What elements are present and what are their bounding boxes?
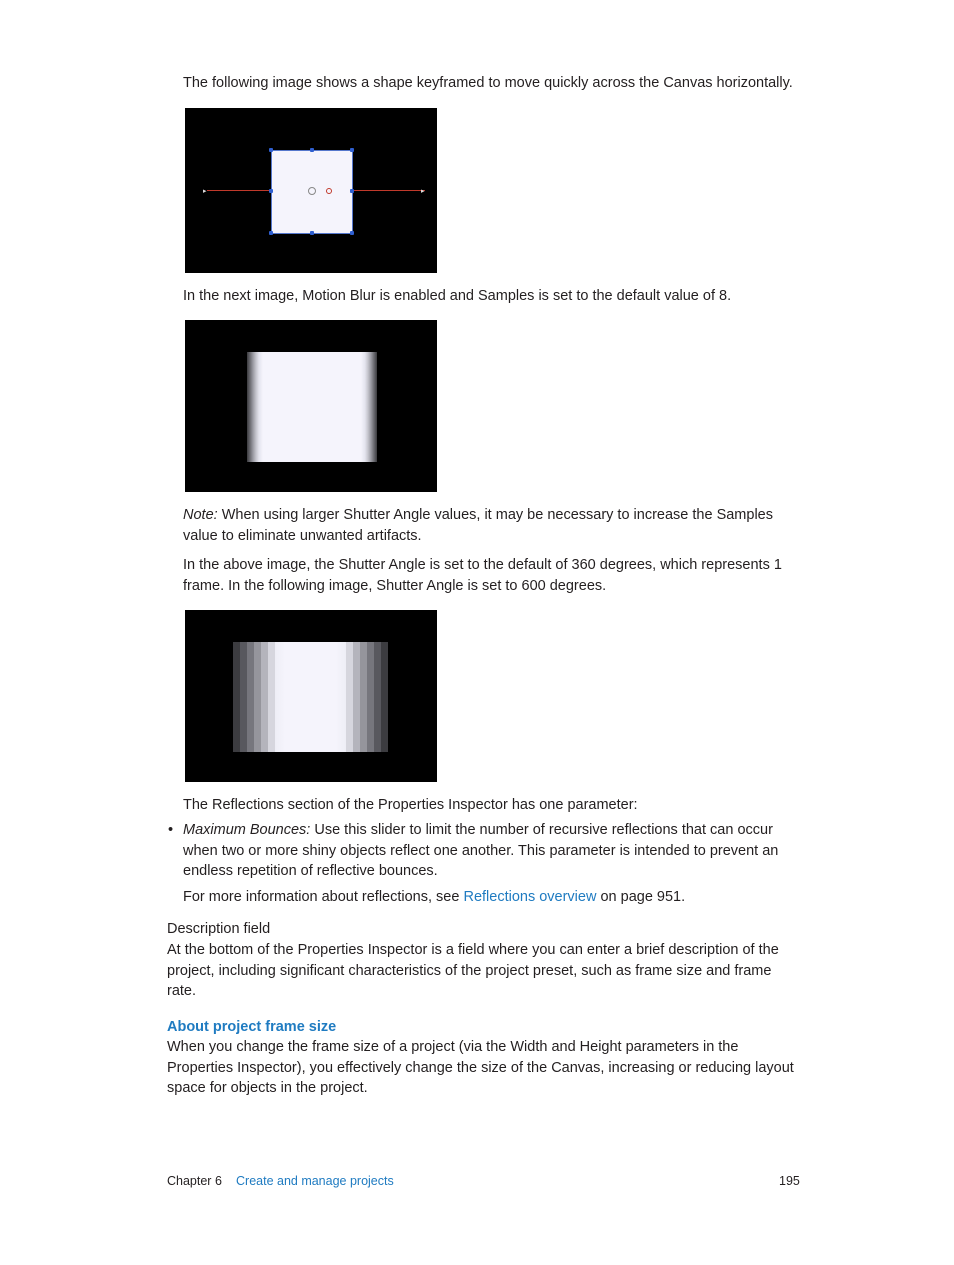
motion-blur-8-samples-figure — [185, 320, 437, 492]
bbox-handle-icon — [269, 231, 273, 235]
shutter-angle-paragraph: In the above image, the Shutter Angle is set to the default of 360 degrees, which represents 1 frame. In the following image, Shutter Angle is set to 600 degrees. — [183, 557, 782, 594]
frame-size-paragraph: When you change the frame size of a project (via the Width and Height parameters in the Properties Inspector), you effectively change the size of the Canvas, increasing or reducing layout space for objects in the project. — [167, 1039, 794, 1096]
description-field-paragraph: At the bottom of the Properties Inspector is a field where you can enter a brief description of the project, including significant characteristics of the project preset, such as frame size and frame rate. — [167, 942, 779, 999]
path-start-arrow-icon: ▸ — [203, 188, 207, 195]
blurred-shape — [233, 642, 388, 752]
intro-paragraph: The following image shows a shape keyframed to move quickly across the Canvas horizontally. — [183, 75, 793, 91]
reflections-paragraph: The Reflections section of the Properties Inspector has one parameter: — [183, 797, 638, 813]
footer-chapter-link[interactable]: Create and manage projects — [236, 1174, 394, 1188]
bbox-handle-icon — [269, 189, 273, 193]
page-reference-text: on page 951. — [596, 889, 686, 905]
bbox-handle-icon — [350, 189, 354, 193]
shutter-angle-600-figure — [185, 610, 437, 782]
bbox-handle-icon — [310, 148, 314, 152]
bbox-handle-icon — [350, 231, 354, 235]
more-info-paragraph — [183, 887, 798, 908]
anchor-point-icon — [308, 187, 316, 195]
note-label: Note: — [183, 507, 218, 523]
description-field-heading: Description field — [167, 921, 271, 937]
blurred-shape — [247, 352, 377, 462]
reflections-overview-link[interactable]: Reflections overview — [463, 889, 597, 905]
keyframed-shape-figure — [185, 108, 437, 273]
bbox-handle-icon — [310, 231, 314, 235]
note-text: When using larger Shutter Angle values, it may be necessary to increase the Samples value to eliminate unwanted artifacts. — [183, 507, 773, 544]
footer-chapter-number: Chapter 6 — [167, 1174, 222, 1188]
parameter-name: Maximum Bounces: — [183, 822, 311, 838]
bbox-handle-icon — [269, 148, 273, 152]
parameter-description: Use this slider to limit the number of recursive reflections that can occur when two or more shiny objects reflect one another. This parameter is intended to prevent an endless repetition of reflective bounces. — [183, 822, 779, 879]
bullet-icon: • — [168, 822, 174, 838]
note-paragraph — [183, 505, 798, 546]
bbox-handle-icon — [350, 148, 354, 152]
path-end-arrow-icon: ▸ — [421, 188, 425, 195]
keyframe-point-icon — [326, 188, 332, 194]
more-info-text: For more information about reflections, see — [183, 889, 464, 905]
list-item — [183, 820, 798, 882]
page-number: 195 — [779, 1174, 800, 1188]
frame-size-heading: About project frame size — [167, 1019, 337, 1035]
motion-blur-paragraph: In the next image, Motion Blur is enabled and Samples is set to the default value of 8. — [183, 288, 732, 304]
